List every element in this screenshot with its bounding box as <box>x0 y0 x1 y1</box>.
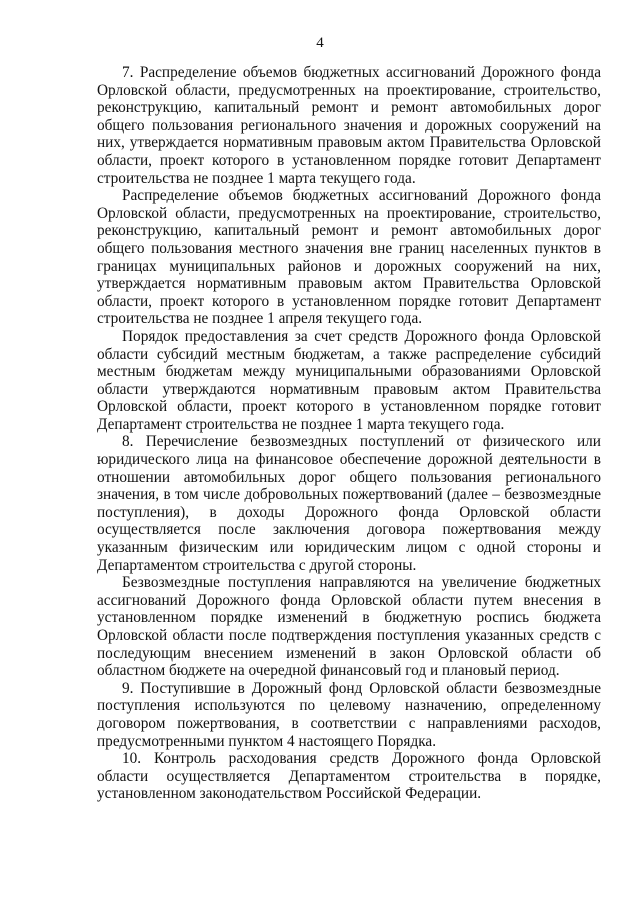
paragraph-8-allocation: Безвозмездные поступления направляются на увеличение бюджетных ассигнований Дорожного фонда Орловской области путем внесения в установленном порядке изменений в бюджетную роспись бюджета Орловской области после подтверждения поступления указанных средств с последующим внесением изменений в закон Орловской области об областном бюджете на очередной финансовый год и плановый период. <box>97 574 601 680</box>
page-number: 4 <box>316 35 324 51</box>
paragraph-7-subsidies: Порядок предоставления за счет средств Дорожного фонда Орловской области субсидий местным бюджетам, а также распределение субсидий местным бюджетам между муниципальными образованиями Орловской области утверждаются нормативным правовым актом Правительства Орловской области, проект которого в установленном порядке готовит Департамент строительства не позднее 1 марта текущего года. <box>97 327 601 433</box>
paragraph-9: 9. Поступившие в Дорожный фонд Орловской области безвозмездные поступления используются по целевому назначению, определенному договором пожертвования, в соответствии с направлениями расходов, предусмотренными пунктом 4 настоящего Порядка. <box>97 679 601 750</box>
paragraph-8: 8. Перечисление безвозмездных поступлений от физического или юридического лица на финансовое обеспечение дорожной деятельности в отношении автомобильных дорог общего пользования регионального значения, в том числе добровольных пожертвований (далее – безвозмездные поступления), в доходы Дорожного фонда Орловской области осуществляется после заключения договора пожертвования между указанным физическим или юридическим лицом с одной стороны и Департаментом строительства с другой стороны. <box>97 433 601 574</box>
paragraph-10: 10. Контроль расходования средств Дорожного фонда Орловской области осуществляется Департаментом строительства в порядке, установленном законодательством Российской Федерации. <box>97 750 601 803</box>
document-body <box>97 64 601 803</box>
paragraph-7-local-roads: Распределение объемов бюджетных ассигнований Дорожного фонда Орловской области, предусмотренных на проектирование, строительство, реконструкцию, капитальный ремонт и ремонт автомобильных дорог общего пользования местного значения вне границ населенных пунктов в границах муниципальных районов и дорожных сооружений на них, утверждается нормативным правовым актом Правительства Орловской области, проект которого в установленном порядке готовит Департамент строительства не позднее 1 апреля текущего года. <box>97 187 601 328</box>
paragraph-7: 7. Распределение объемов бюджетных ассигнований Дорожного фонда Орловской области, предусмотренных на проектирование, строительство, реконструкцию, капитальный ремонт и ремонт автомобильных дорог общего пользования регионального значения и дорожных сооружений на них, утверждается нормативным правовым актом Правительства Орловской области, проект которого в установленном порядке готовит Департамент строительства не позднее 1 марта текущего года. <box>97 64 601 187</box>
